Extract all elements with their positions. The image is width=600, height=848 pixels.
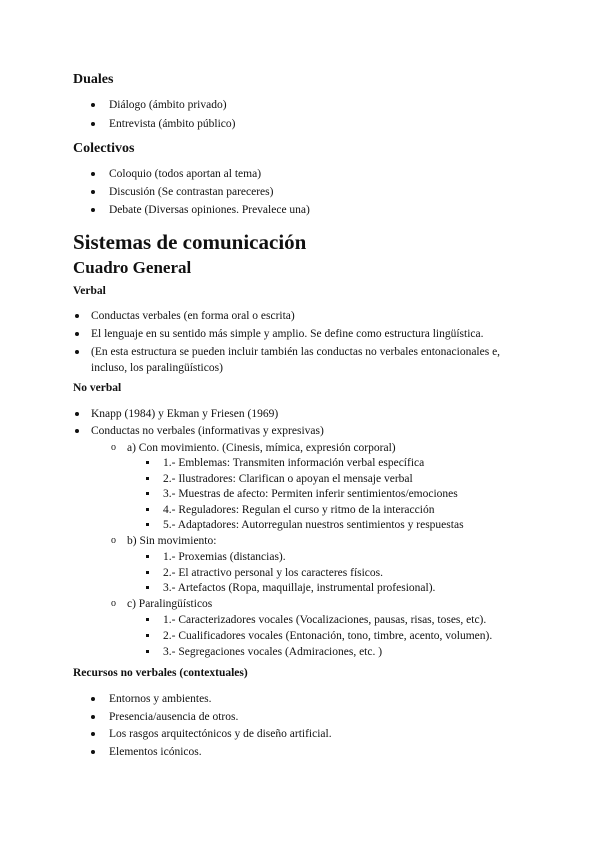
bullet-icon — [75, 332, 79, 336]
sublist-item: 1.- Emblemas: Transmiten información verbal específica — [163, 457, 425, 469]
bullet-icon — [75, 350, 79, 354]
square-bullet-icon — [146, 586, 149, 589]
sublist-label: c) Paralingüísticos — [127, 598, 213, 610]
square-bullet-icon — [146, 477, 149, 480]
list-item: Discusión (Se contrastan pareceres) — [109, 186, 274, 198]
sublist-item: 5.- Adaptadores: Autorregulan nuestros sentimientos y respuestas — [163, 519, 464, 531]
square-bullet-icon — [146, 461, 149, 464]
colectivos-heading: Colectivos — [73, 141, 135, 156]
no-verbal-heading: No verbal — [73, 382, 122, 394]
square-bullet-icon — [146, 492, 149, 495]
sublist-item: 2.- El atractivo personal y los caracteres físicos. — [163, 567, 384, 579]
list-item: Entornos y ambientes. — [109, 693, 212, 705]
square-bullet-icon — [146, 650, 149, 653]
sublist-item: 2.- Ilustradores: Clarifican o apoyan el mensaje verbal — [163, 473, 413, 485]
duales-heading: Duales — [73, 72, 114, 87]
sublist-item: 3.- Segregaciones vocales (Admiraciones, etc. ) — [163, 646, 383, 658]
list-item: Entrevista (ámbito público) — [109, 118, 236, 130]
bullet-icon — [75, 412, 79, 416]
square-bullet-icon — [146, 571, 149, 574]
sublist-item: 3.- Artefactos (Ropa, maquillaje, instrumental profesional). — [163, 582, 436, 594]
circle-bullet-icon: o — [111, 535, 116, 546]
square-bullet-icon — [146, 555, 149, 558]
list-item: Los rasgos arquitectónicos y de diseño artificial. — [109, 728, 332, 740]
sublist-item: 1.- Caracterizadores vocales (Vocalizaciones, pausas, risas, toses, etc). — [163, 614, 487, 626]
bullet-icon — [91, 732, 95, 736]
circle-bullet-icon: o — [111, 598, 116, 609]
list-item: Conductas no verbales (informativas y expresivas) — [91, 425, 324, 437]
sublist-item: 3.- Muestras de afecto: Permiten inferir sentimientos/emociones — [163, 488, 458, 500]
verbal-heading: Verbal — [73, 285, 106, 297]
list-item: El lenguaje en su sentido más simple y amplio. Se define como estructura lingüística. — [91, 328, 484, 340]
bullet-icon — [91, 172, 95, 176]
bullet-icon — [91, 750, 95, 754]
bullet-icon — [91, 715, 95, 719]
list-item: Coloquio (todos aportan al tema) — [109, 168, 262, 180]
bullet-icon — [91, 697, 95, 701]
square-bullet-icon — [146, 618, 149, 621]
sublist-item: 2.- Cualificadores vocales (Entonación, tono, timbre, acento, volumen). — [163, 630, 493, 642]
list-item-continuation: incluso, los paralingüísticos) — [91, 362, 223, 374]
list-item: Debate (Diversas opiniones. Prevalece una) — [109, 204, 310, 216]
bullet-icon — [75, 314, 79, 318]
bullet-icon — [91, 208, 95, 212]
list-item: Elementos icónicos. — [109, 746, 202, 758]
list-item: (En esta estructura se pueden incluir también las conductas no verbales entonacionales e, — [91, 346, 501, 358]
circle-bullet-icon: o — [111, 442, 116, 453]
list-item: Conductas verbales (en forma oral o escrita) — [91, 310, 295, 322]
sublist-label: b) Sin movimiento: — [127, 535, 217, 547]
list-item: Diálogo (ámbito privado) — [109, 99, 227, 111]
sublist-item: 1.- Proxemias (distancias). — [163, 551, 286, 563]
bullet-icon — [91, 190, 95, 194]
square-bullet-icon — [146, 634, 149, 637]
square-bullet-icon — [146, 508, 149, 511]
bullet-icon — [91, 103, 95, 107]
subsection-title: Cuadro General — [73, 258, 192, 277]
list-item: Knapp (1984) y Ekman y Friesen (1969) — [91, 408, 279, 420]
bullet-icon — [91, 122, 95, 126]
square-bullet-icon — [146, 523, 149, 526]
bullet-icon — [75, 429, 79, 433]
sublist-label: a) Con movimiento. (Cinesis, mímica, expresión corporal) — [127, 442, 396, 454]
recursos-heading: Recursos no verbales (contextuales) — [73, 667, 248, 679]
section-title: Sistemas de comunicación — [73, 230, 307, 254]
list-item: Presencia/ausencia de otros. — [109, 711, 239, 723]
sublist-item: 4.- Reguladores: Regulan el curso y ritmo de la interacción — [163, 504, 435, 516]
